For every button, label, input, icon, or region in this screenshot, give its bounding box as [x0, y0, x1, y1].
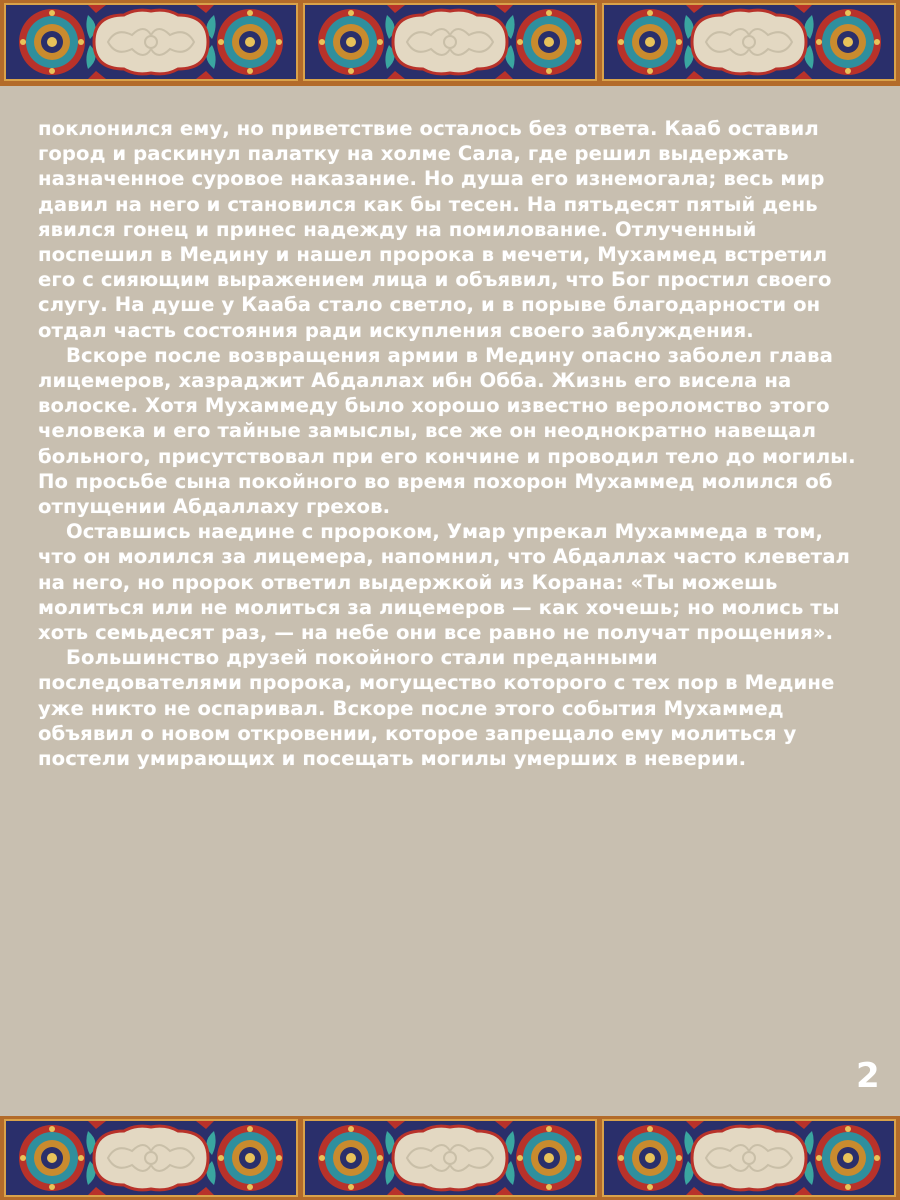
paragraph: Оставшись наедине с пророком, Умар упрекал Мухаммеда в том, что он молился за лицемера, напомнил, что Абдаллах часто клеветал на него, но пророк ответил выдержкой из Корана: «Ты можешь молиться или не молиться за лицемеров — как хочешь; но молись ты хоть семьдесят раз, — на небе они все равно не получат прощения».	[38, 520, 850, 645]
paragraph: Вскоре после возвращения армии в Медину опасно заболел глава лицемеров, хазраджит Абдаллах ибн Обба. Жизнь его висела на волоске. Хотя Мухаммеду было хорошо известно вероломство этого человека и его тайные замыслы, все же он неоднократно навещал больного, присутствовал при его кончине и проводил тело до могилы. По просьбе сына покойного во время похорон Мухаммед молился об отпущении Абдаллаху грехов.	[38, 343, 856, 519]
top-ornament-border	[0, 0, 900, 86]
ornament-panel	[4, 1119, 298, 1197]
body-text	[38, 116, 864, 771]
ornament-panel	[602, 3, 896, 81]
bottom-ornament-border	[0, 1116, 900, 1200]
ornament-panel	[602, 1119, 896, 1197]
ornament-panel	[4, 3, 298, 81]
ornament-panel	[303, 1119, 597, 1197]
page-number: 2	[856, 1056, 880, 1096]
paragraph: поклонился ему, но приветствие осталось без ответа. Кааб оставил город и раскинул палатку на холме Сала, где решил выдержать назначенное суровое наказание. Но душа его изнемогала; весь мир давил на него и становился как бы тесен. На пятьдесят пятый день явился гонец и принес надежду на помилование. Отлученный поспешил в Медину и нашел пророка в мечети, Мухаммед встретил его с сияющим выражением лица и объявил, что Бог простил своего слугу. На душе у Кааба стало светло, и в порыве благодарности он отдал часть состояния ради искупления своего заблуждения.	[38, 117, 832, 342]
ornament-panel	[303, 3, 597, 81]
paragraph: Большинство друзей покойного стали преданными последователями пророка, могущество которого с тех пор в Медине уже никто не оспаривал. Вскоре после этого события Мухаммед объявил о новом откровении, которое запрещало ему молиться у постели умирающих и посещать могилы умерших в неверии.	[38, 646, 835, 771]
